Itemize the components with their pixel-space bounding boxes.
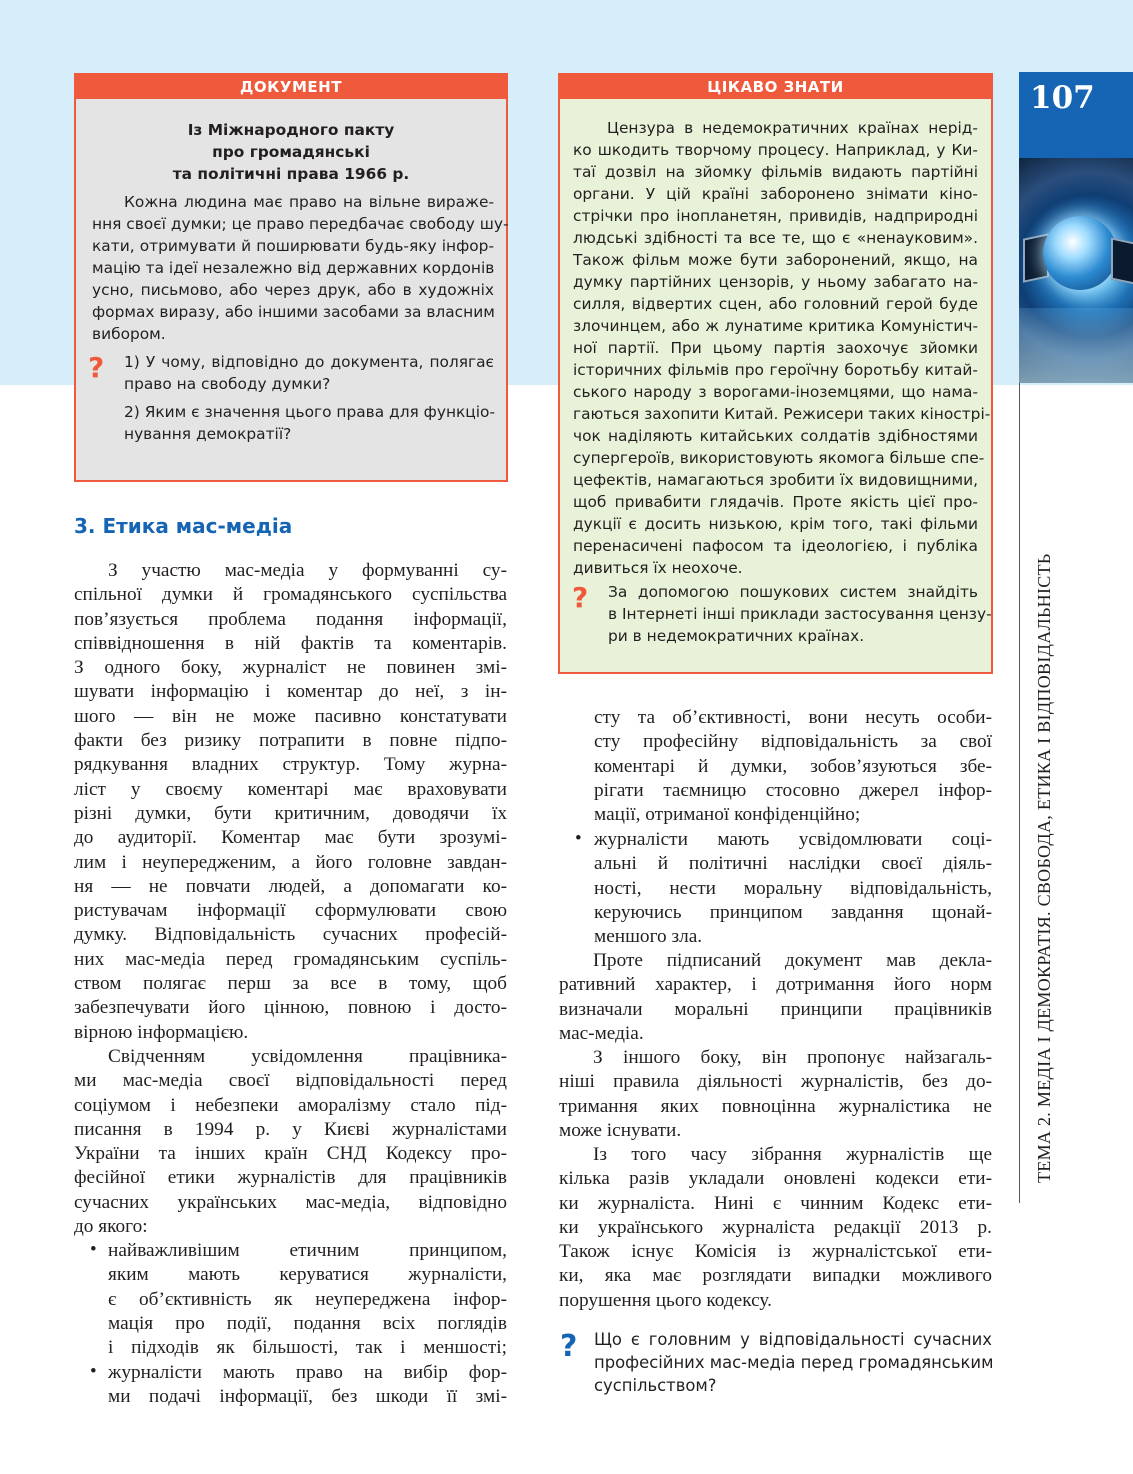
paragraph-5: Із того часу зібрання журналістів ще кілька разів укладали оновлені кодекси ети- ки журналіста. Нині є чинним Кодекс ети- ки українського журналіста редакції 2013 р. Також існує Комісія із журналістської ети- ки, яка має розглядати випадки можливого порушення цього кодексу. bbox=[559, 1144, 992, 1311]
question-icon: ? bbox=[572, 581, 589, 614]
bullet-item-1: найважливішим етичним принципом, яким мають керуватися журналісти, є об’єктивність як неупереджена інфор- мація про події, подання всіх поглядів і підходів як більшості, так і меншості; bbox=[108, 1240, 507, 1359]
side-divider bbox=[1019, 383, 1020, 1203]
paragraph-4: З іншого боку, він пропонує найзагаль- ніші правила діяльності журналістів, без до- тримання яких повноцінна журналістика не може існувати. bbox=[559, 1047, 992, 1141]
fact-box-text: Цензура в недемократичних країнах нерід- ко шкодить творчому процесу. Наприклад, у Ки- таї дозвіл на зйомку фільмів видають партійні органи. У цій країні заборонено знімати кіно- стрічки про інопланетян, привидів, надприродні людські здібності та все те, що є «ненауковим». Також фільм може бути заборонений, якщо, на думку партійних цензорів, у ньому забагато на- силля, відвертих сцен, або головний герой буде злочинцем, або ж лунатиме критика Комуністич- ної партії. При цьому партія заохочує зйомки історичних фільмів про героїчну боротьбу китай- ського народу з ворогами-іноземцями, що нама- гаються захопити Китай. Режисери таких кінострі- чок наділяють китайських солдатів здібностями супергероїв, використовують якомога більше спе- цефектів, намагаються зробити їх видовищними, щоб привабити глядачів. Проте якість цієї про- дукції є досить низькою, крім того, такі фільми перенасичені пафосом та ідеологією, і публіка дивиться їх неохоче. bbox=[573, 119, 991, 577]
document-title: Із Міжнародного пакту про громадянські та політичні права 1966 р. bbox=[172, 121, 410, 183]
bullet-marker: • bbox=[90, 1239, 97, 1260]
interesting-fact-box bbox=[558, 73, 993, 674]
final-question: Що є головним у відповідальності сучасних професійних мас-медіа перед громадянським суспільством? bbox=[594, 1330, 994, 1395]
page-number: 107 bbox=[1030, 80, 1095, 116]
paragraph-1: З участю мас-медіа у формуванні су- спільної думки й громадянського суспільства пов’язується проблема подання інформації, співвідношення в ній фактів та коментарів. З одного боку, журналіст не повинен змі- шувати інформацію і коментар до неї, з ін- шого — він не може пасивно констатувати факти без ризику потрапити в повне підпо- рядкування владних структур. Тому журна- ліст у своєму коментарі має враховувати різні думки, бути критичним, доводячи їх до аудиторії. Коментар має бути зрозумі- лим і неупередженим, а його головне завдан- ня — не повчати людей, а допомагати ко- ристувачам інформації сформулювати свою думку. Відповідальність сучасних професій- них мас-медіа перед громадянським суспіль- ством полягає перш за все в тому, щоб забезпечувати його цінною, повною і досто- вірною інформацією. bbox=[74, 560, 507, 1043]
bullet-marker: • bbox=[90, 1361, 97, 1382]
document-box bbox=[74, 73, 508, 482]
document-box-header: ДОКУМЕНТ bbox=[76, 75, 506, 99]
bullet-item-3: журналісти мають усвідомлювати соці- альні й політичні наслідки своєї діяль- ності, нести моральну відповідальність, керуючись принципом завдання щонай- меншого зла. bbox=[594, 829, 992, 948]
document-question-2: 2) Яким є значення цього права для функціо- нування демократії? bbox=[124, 403, 496, 443]
question-icon: ? bbox=[560, 1329, 578, 1364]
globe-illustration bbox=[1019, 158, 1133, 383]
fact-box-header: ЦІКАВО ЗНАТИ bbox=[560, 75, 991, 99]
bullet-marker: • bbox=[575, 828, 582, 849]
question-icon: ? bbox=[88, 351, 105, 384]
document-question-1: 1) У чому, відповідно до документа, полягає право на свободу думки? bbox=[124, 353, 494, 393]
document-text: Кожна людина має право на вільне вираже- ння своєї думки; це право передбачає свободу шу- кати, отримувати й поширювати будь-яку інфор- мацію та ідеї незалежно від державних кордонів усно, письмово, або через друк, або в художніх формах виразу, або іншими засобами за власним вибором. bbox=[92, 193, 509, 343]
globe-icon bbox=[1043, 216, 1117, 290]
fact-box-question: За допомогою пошукових систем знайдіть в Інтернеті інші приклади застосування цензу- ри в недемократичних країнах. bbox=[608, 583, 992, 645]
section-heading: 3. Етика мас-медіа bbox=[74, 514, 293, 538]
chapter-side-title: ТЕМА 2. МЕДІА І ДЕМОКРАТІЯ. СВОБОДА, ЕТИКА І ВІДПОВІДАЛЬНІСТЬ bbox=[1034, 553, 1054, 1183]
paragraph-2: Свідченням усвідомлення працівника- ми мас-медіа своєї відповідальності перед соціумом і небезпеки аморалізму стало під- писання в 1994 р. у Києві журналістами України та інших країн СНД Кодексу про- фесійної етики журналістів для працівників сучасних українських мас-медіа, відповідно до якого: bbox=[74, 1046, 507, 1238]
bullet-item-2-continued: сту та об’єктивності, вони несуть особи- сту професійну відповідальність за свої коментарі й думки, зобов’язуються збе- рігати таємницю стосовно джерел інфор- мації, отриманої конфіденційно; bbox=[594, 707, 992, 826]
bullet-item-2: журналісти мають право на вибір фор- ми подачі інформації, без шкоди її змі- bbox=[108, 1362, 507, 1408]
paragraph-3: Проте підписаний документ мав декла- ративний характер, і дотримання його норм визначали моральні принципи працівників мас-медіа. bbox=[559, 950, 992, 1044]
monitor-icon bbox=[1111, 237, 1133, 284]
